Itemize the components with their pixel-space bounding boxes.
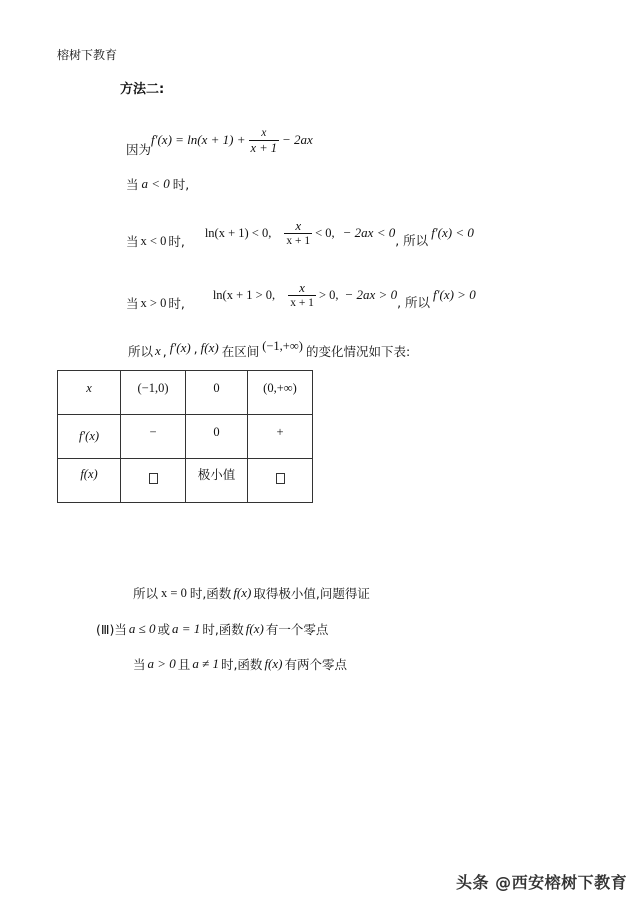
math-inline: f′(x) [169,340,191,355]
line-mid: 时,函数 [220,657,263,672]
line-prefix: 所以 [128,344,154,359]
math-inline: f(x) [200,340,219,355]
math-inline: > 0, [318,287,339,302]
line-suffix: 的变化情况如下表: [305,344,411,359]
table-cell: 0 [186,371,248,415]
math-inline: x < 0 [140,233,167,248]
line-table-intro [128,336,410,360]
math-inline: a > 0 [147,656,176,671]
table-cell: f′(x) [58,415,121,459]
line-prefix: 当 [126,234,139,249]
table-cell: f(x) [58,459,121,503]
line-prefix: 因为 [126,142,152,157]
line-mid: 在区间 [221,344,260,359]
math-inline: f(x) [245,621,264,636]
math-inline: f′(x) > 0 [433,287,476,302]
line-prefix: 当 [126,296,139,311]
watermark: 头条 @西安榕树下教育 [456,873,628,892]
line-case-a [126,175,189,193]
math-inline: f′(x) < 0 [431,225,474,240]
line-two-zeros [133,655,347,673]
line-mid: 时,函数 [202,622,244,637]
line-part-three [96,620,328,638]
line-mid: 时,函数 [189,586,232,601]
method-heading: 方法二: [120,82,165,97]
line-so: , 所以 [397,295,431,310]
line-conclusion [133,584,370,602]
math-inline: ln(x + 1) < 0, [204,225,272,240]
line-prefix: 当 [126,177,139,192]
math-inline: x = 0 [161,585,187,600]
table-row [58,459,313,503]
connector: 且 [177,657,191,672]
connector: 或 [157,622,171,637]
fraction-numerator: x [261,126,267,139]
math-inline: x [155,343,161,358]
decreasing-arrow-icon [149,473,158,484]
math-inline: ln(x + 1 > 0, [212,287,276,302]
line-x-negative [126,216,474,250]
table-cell: 极小值 [186,459,248,503]
line-prefix: 当 [133,657,146,672]
line-x-positive [126,278,476,312]
table-row [58,371,313,415]
line-suffix: 时, [172,177,190,192]
increasing-arrow-icon [276,473,285,484]
table-row [58,415,313,459]
line-suffix: 有两个零点 [284,657,347,672]
line-so: , 所以 [395,233,429,248]
table-cell: + [248,415,313,459]
table-cell [248,459,313,503]
line-prefix: 所以 [133,586,159,601]
brand-header: 榕树下教育 [57,48,118,62]
variation-table [57,370,313,503]
math-inline: − 2ax < 0 [342,225,396,240]
math-inline: < 0, [315,225,335,240]
math-inline: a < 0 [141,176,170,191]
table-cell: − [121,415,186,459]
table-cell: (−1,0) [121,371,186,415]
fraction [288,281,316,310]
fraction-denominator: x + 1 [290,296,314,309]
math-inline: − 2ax > 0 [344,287,398,302]
fraction-denominator: x + 1 [250,140,277,155]
fraction [249,126,279,155]
formula-lhs: f′(x) = ln(x + 1) + [151,132,246,147]
line-prefix: (Ⅲ)当 [96,622,127,637]
line-suffix: 有一个零点 [265,622,329,637]
table-cell: x [58,371,121,415]
table-cell: 0 [186,415,248,459]
separator: , [193,340,198,356]
math-inline: a ≠ 1 [192,656,219,671]
table-cell [121,459,186,503]
math-inline: f(x) [233,585,252,600]
table-cell: (0,+∞) [248,371,313,415]
line-suffix: 取得极小值,问题得证 [253,586,370,601]
fraction [284,219,312,248]
separator: , [162,343,167,359]
math-inline: f(x) [264,656,283,671]
formula-tail: − 2ax [282,132,313,147]
fraction-numerator: x [295,217,302,233]
fraction-numerator: x [299,279,305,295]
fraction-denominator: x + 1 [286,234,311,247]
math-inline: a = 1 [172,621,201,636]
line-derivative [126,122,313,158]
line-mid: 时, [168,234,185,249]
line-mid: 时, [168,296,185,311]
math-inline: a ≤ 0 [128,621,156,636]
math-inline: x > 0 [140,295,167,310]
interval: (−1,+∞) [262,338,303,353]
